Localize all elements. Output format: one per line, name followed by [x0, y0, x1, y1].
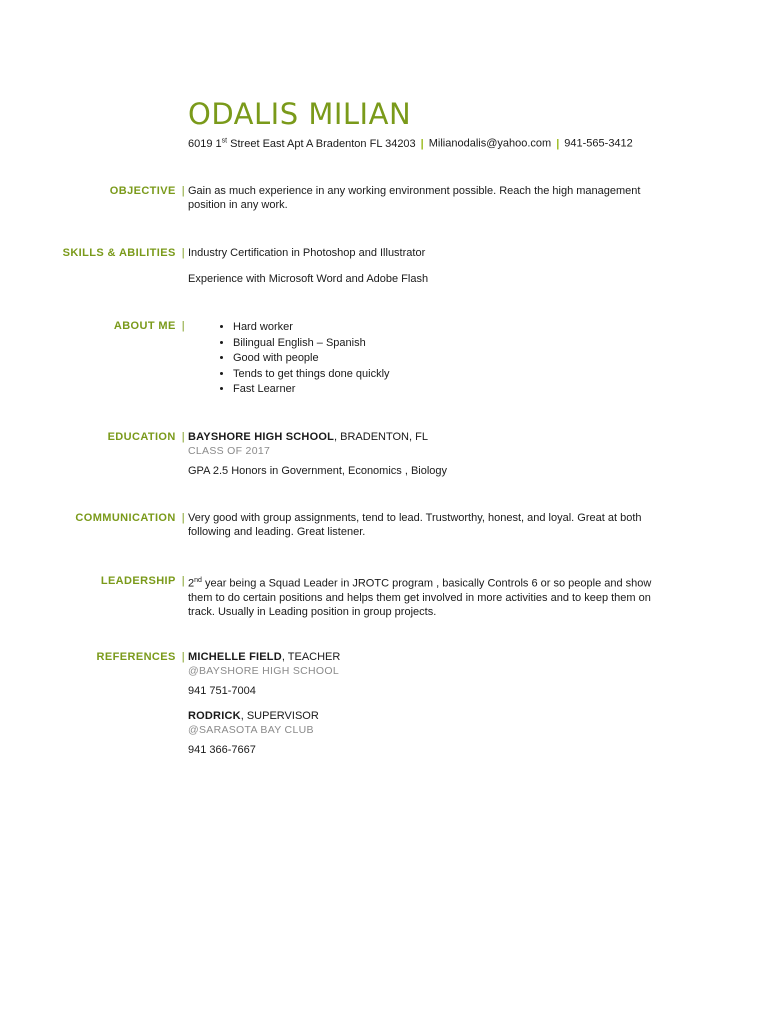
about-list — [188, 320, 658, 398]
leadership-text: 2nd year being a Squad Leader in JROTC program , basically Controls 6 or so people and show them to do certain positions and helps them get involved in more activities and to keep them on track. Usually in Leading position in group projects. — [188, 577, 652, 618]
objective-text: Gain as much experience in any working environment possible. Reach the high management position in any work. — [188, 185, 641, 211]
reference-name: RODRICK — [188, 710, 241, 722]
phone: 941-565-3412 — [564, 137, 633, 150]
skill-item: Experience with Microsoft Word and Adobe Flash — [188, 273, 429, 285]
list-item: • Tends to get things done quickly — [233, 367, 658, 383]
contact-line — [188, 134, 633, 151]
section-label-leadership: LEADERSHIP | — [100, 575, 185, 587]
section-label-about: ABOUT ME | — [113, 320, 185, 332]
email: Milianodalis@yahoo.com — [428, 137, 552, 150]
reference-role: , SUPERVISOR — [240, 710, 319, 722]
references-block — [188, 650, 658, 757]
list-item: • Hard worker — [233, 320, 658, 336]
skills-list — [188, 246, 658, 286]
separator: | — [556, 137, 560, 150]
reference-item — [188, 650, 658, 698]
section-label-education: EDUCATION | — [107, 431, 185, 443]
school-name: BAYSHORE HIGH SCHOOL — [188, 431, 335, 443]
reference-org: @SARASOTA BAY CLUB — [188, 724, 314, 736]
separator: | — [420, 137, 424, 150]
class-year: CLASS OF 2017 — [188, 445, 271, 457]
list-item: • Bilingual English – Spanish — [233, 336, 658, 352]
section-label-communication: COMMUNICATION | — [75, 512, 185, 524]
skill-item: Industry Certification in Photoshop and Illustrator — [188, 247, 426, 259]
school-location: , BRADENTON, FL — [334, 431, 428, 443]
section-label-objective: OBJECTIVE | — [109, 185, 185, 197]
communication-text: Very good with group assignments, tend to lead. Trustworthy, honest, and loyal. Great at both following and leading. Great listener. — [188, 512, 642, 538]
address: 6019 1st Street East Apt A Bradenton FL 34203 — [188, 137, 416, 150]
section-label-skills: SKILLS & ABILITIES | — [62, 247, 185, 259]
education-block — [188, 430, 658, 478]
reference-phone: 941 366-7667 — [188, 744, 256, 756]
reference-role: , TEACHER — [281, 651, 341, 663]
resume-name: ODALIS MILIAN — [188, 97, 412, 131]
reference-org: @BAYSHORE HIGH SCHOOL — [188, 665, 339, 677]
education-details: GPA 2.5 Honors in Government, Economics , Biology — [188, 465, 448, 477]
list-item: • Fast Learner — [233, 382, 658, 398]
reference-item — [188, 709, 658, 757]
section-label-references: REFERENCES | — [96, 651, 185, 663]
list-item: • Good with people — [233, 351, 658, 367]
reference-phone: 941 751-7004 — [188, 685, 256, 697]
reference-name: MICHELLE FIELD — [188, 651, 282, 663]
